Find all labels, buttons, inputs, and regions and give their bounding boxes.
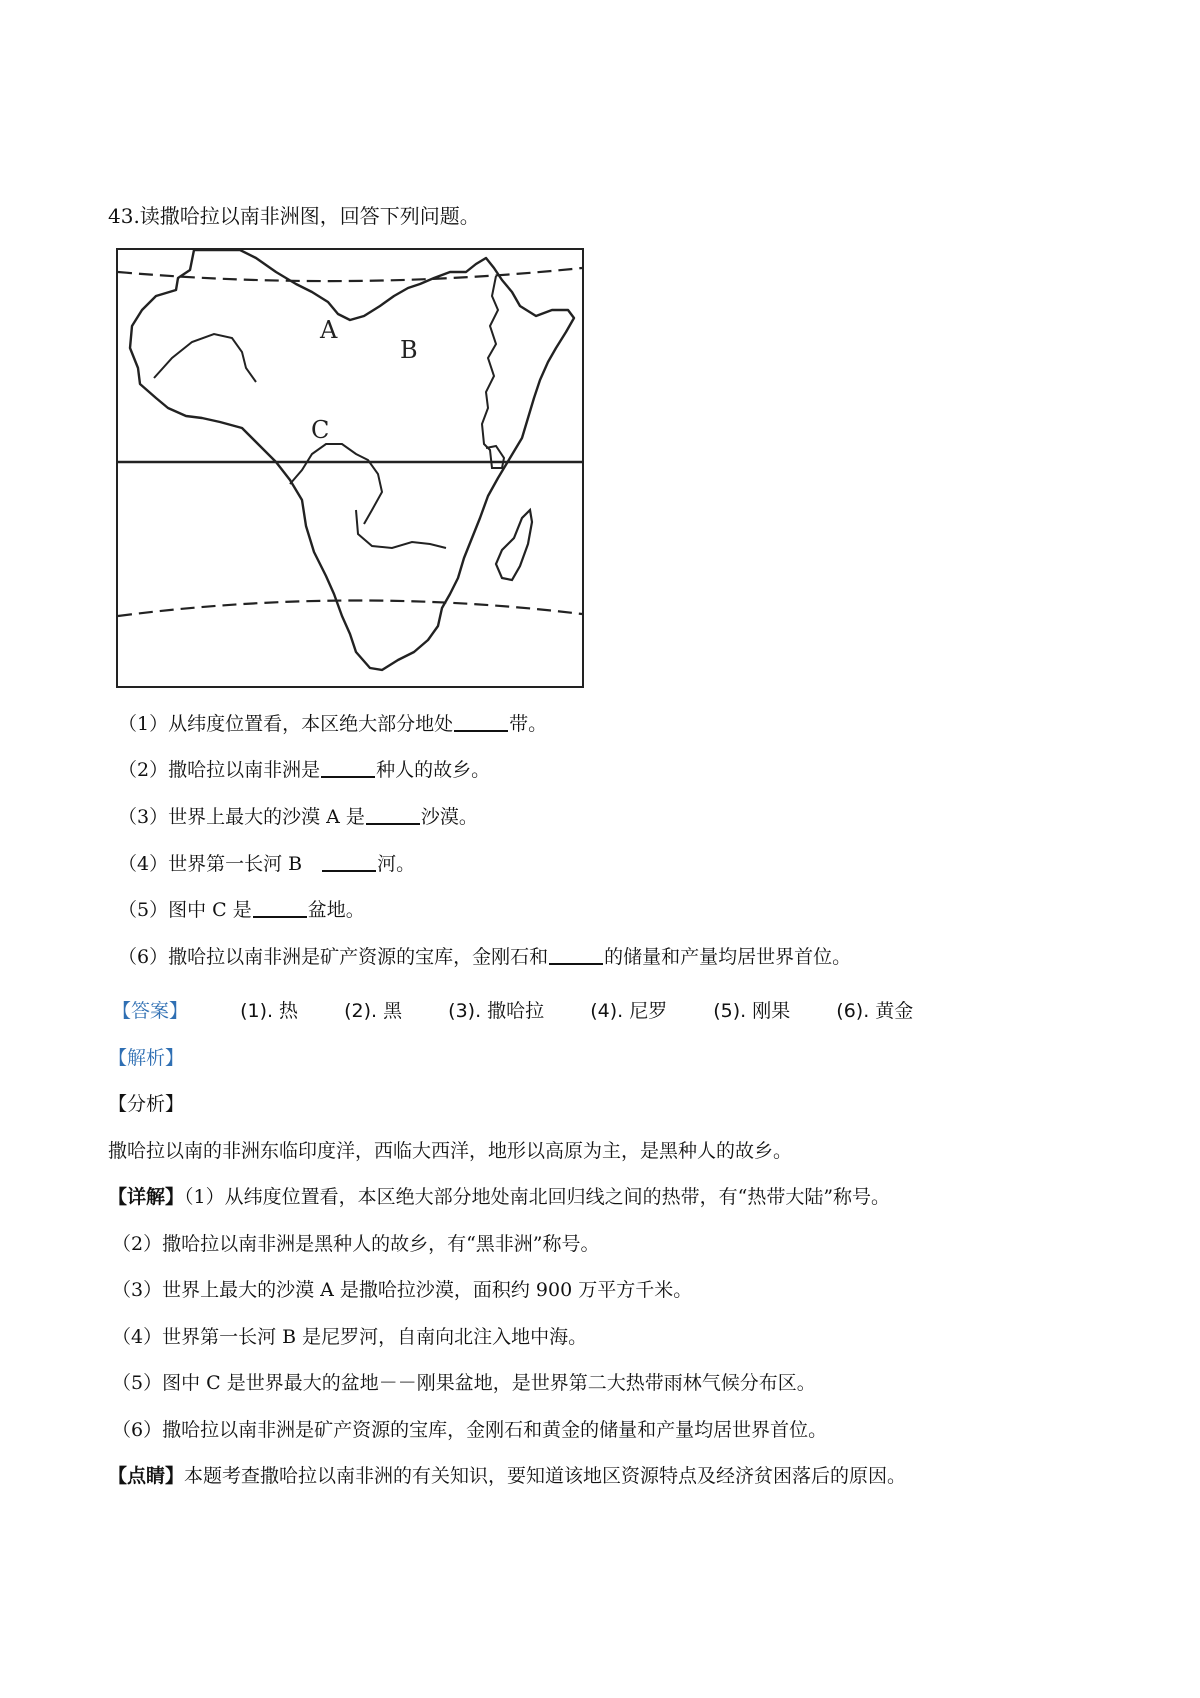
- map-label-a: A: [320, 316, 338, 344]
- question-item-5: （5）图中 C 是 盆地。: [118, 899, 365, 921]
- question-item-2: （2）撒哈拉以南非洲是 种人的故乡。: [118, 759, 491, 781]
- answer-blank[interactable]: [366, 805, 420, 825]
- answer-item: (1). 热: [240, 1000, 299, 1022]
- detail-line-5: （5）图中 C 是世界最大的盆地－－刚果盆地，是世界第二大热带雨林气候分布区。: [112, 1372, 816, 1394]
- answer-row: [112, 996, 953, 1023]
- detail-label: 【详解】: [108, 1186, 185, 1208]
- dianjing-line: 【点睛】本题考查撒哈拉以南非洲的有关知识，要知道该地区资源特点及经济贫困落后的原因。: [108, 1465, 907, 1487]
- question-title: 43.读撒哈拉以南非洲图，回答下列问题。: [108, 204, 480, 228]
- map-frame: [117, 249, 583, 687]
- africa-map: [116, 248, 584, 688]
- fenxi-text: 撒哈拉以南的非洲东临印度洋，西临大西洋，地形以高原为主，是黑种人的故乡。: [108, 1140, 793, 1162]
- answer-item: (6). 黄金: [836, 1000, 914, 1022]
- answer-blank[interactable]: [549, 945, 603, 965]
- map-label-c: C: [311, 416, 330, 444]
- answer-blank[interactable]: [454, 712, 508, 732]
- question-item-3: （3）世界上最大的沙漠 A 是 沙漠。: [118, 806, 478, 828]
- detail-line-6: （6）撒哈拉以南非洲是矿产资源的宝库，金刚石和黄金的储量和产量均居世界首位。: [112, 1419, 828, 1441]
- answer-label: 【答案】: [112, 1000, 189, 1022]
- detail-line-2: （2）撒哈拉以南非洲是黑种人的故乡，有“黑非洲”称号。: [112, 1233, 600, 1255]
- answer-item: (5). 刚果: [713, 1000, 791, 1022]
- answer-item: (3). 撒哈拉: [448, 1000, 545, 1022]
- detail-line-1: 【详解】（1）从纬度位置看，本区绝大部分地处南北回归线之间的热带，有“热带大陆”称号。: [108, 1186, 891, 1208]
- dianjing-label: 【点睛】: [108, 1465, 185, 1487]
- answer-item: (4). 尼罗: [590, 1000, 668, 1022]
- question-item-1: （1）从纬度位置看，本区绝大部分地处 带。: [118, 713, 548, 735]
- question-item-6: （6）撒哈拉以南非洲是矿产资源的宝库，金刚石和 的储量和产量均居世界首位。: [118, 946, 852, 968]
- fenxi-label: 【分析】: [108, 1093, 185, 1115]
- detail-line-4: （4）世界第一长河 B 是尼罗河，自南向北注入地中海。: [112, 1326, 588, 1348]
- answer-blank[interactable]: [322, 852, 376, 872]
- analysis-label: 【解析】: [108, 1047, 185, 1069]
- answer-item: (2). 黑: [344, 1000, 403, 1022]
- answer-blank[interactable]: [253, 898, 307, 918]
- map-label-b: B: [400, 336, 418, 364]
- question-item-4: （4）世界第一长河 B 河。: [118, 853, 416, 875]
- answer-blank[interactable]: [321, 758, 375, 778]
- detail-line-3: （3）世界上最大的沙漠 A 是撒哈拉沙漠，面积约 900 万平方千米。: [112, 1279, 693, 1301]
